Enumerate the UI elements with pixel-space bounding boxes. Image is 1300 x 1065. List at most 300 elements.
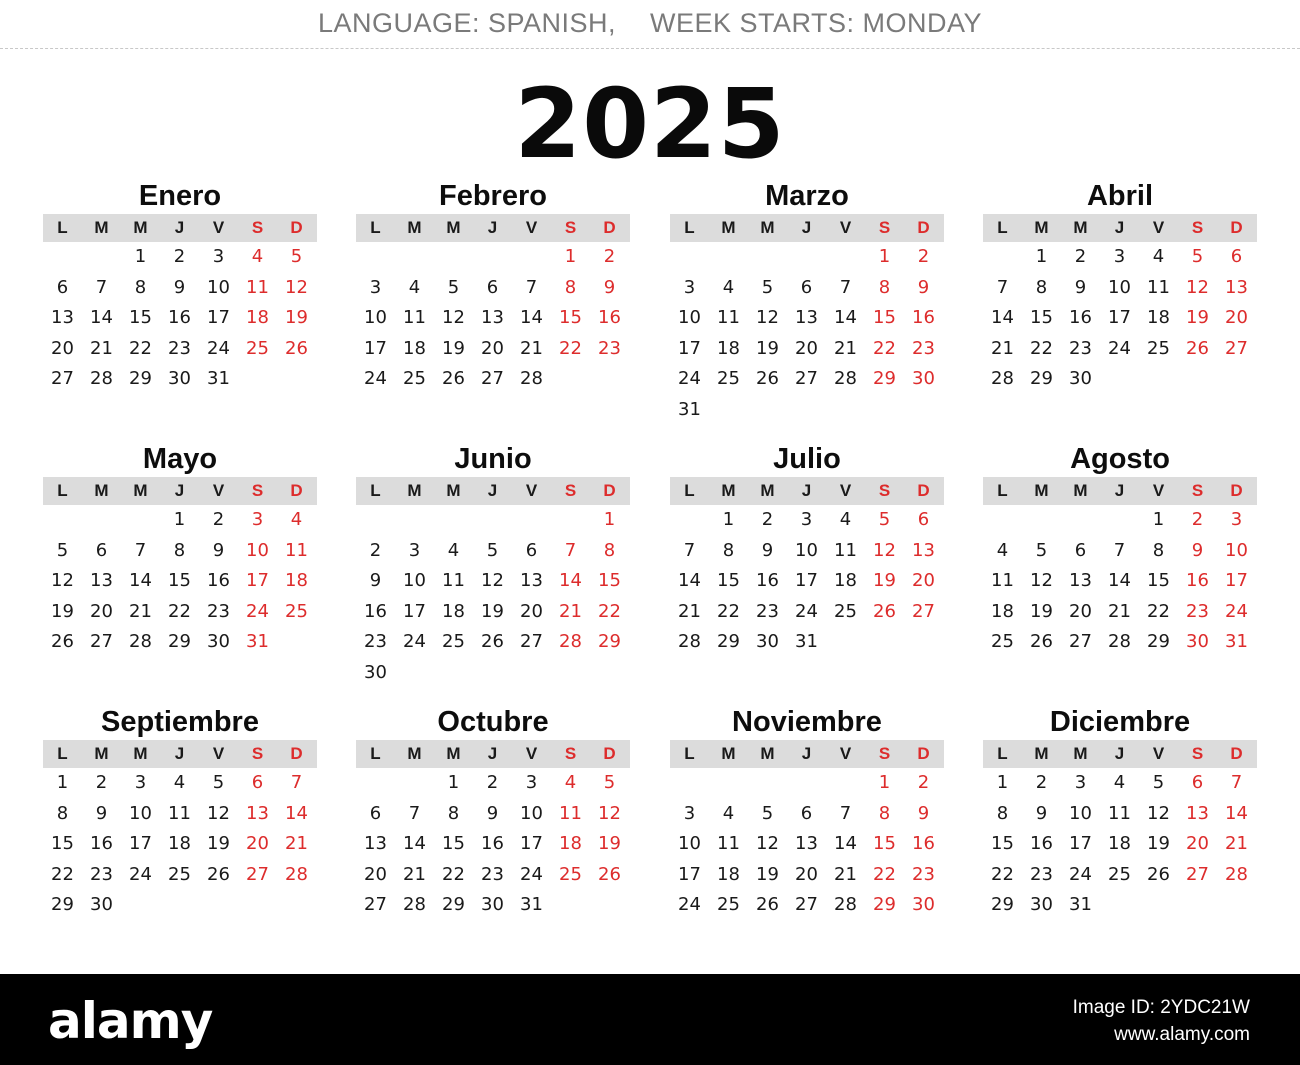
- month-title: Septiembre: [101, 706, 259, 738]
- weekday-label: D: [917, 744, 930, 763]
- day-cell: 12: [756, 833, 779, 854]
- day-cell: 24: [520, 863, 543, 885]
- week-row: [356, 627, 630, 658]
- day-cell: 3: [1074, 772, 1087, 793]
- month-title: Noviembre: [732, 706, 882, 738]
- day-cell: 30: [1030, 894, 1053, 915]
- weekday-label: V: [212, 744, 225, 763]
- day-cell: [590, 658, 629, 689]
- day-cell: 11: [991, 570, 1014, 591]
- day-cell: 25: [991, 631, 1014, 652]
- day-cell: 5: [1152, 772, 1165, 793]
- day-cell: 2: [212, 509, 225, 530]
- week-row: [356, 566, 630, 597]
- day-cell: 10: [207, 276, 230, 298]
- day-cell: 17: [403, 600, 426, 622]
- day-cell: 17: [678, 337, 701, 359]
- day-cell: 22: [168, 600, 191, 622]
- day-cell: 11: [717, 833, 740, 854]
- day-cell: 11: [246, 276, 269, 298]
- day-cell: 25: [246, 337, 269, 359]
- weekday-label: J: [801, 744, 812, 763]
- day-cell: 14: [991, 307, 1014, 328]
- day-cell: 4: [290, 509, 303, 530]
- day-cell: 13: [481, 307, 504, 328]
- day-cell: 16: [207, 570, 230, 591]
- day-cell: 12: [756, 307, 779, 328]
- day-cell: [748, 395, 787, 426]
- week-row: [670, 829, 944, 860]
- day-cell: 20: [364, 863, 387, 885]
- day-cell: 23: [364, 631, 387, 652]
- weekday-label: M: [1073, 744, 1088, 763]
- week-row: [43, 890, 317, 921]
- day-cell: 1: [996, 772, 1009, 793]
- day-cell: 4: [251, 246, 264, 267]
- day-cell: [1100, 364, 1139, 395]
- day-cell: 30: [168, 368, 191, 389]
- day-cell: 29: [598, 631, 621, 652]
- weekday-label: M: [94, 481, 109, 500]
- month-title: Abril: [1086, 180, 1154, 212]
- day-cell: [787, 768, 826, 799]
- weekday-label: L: [997, 744, 1008, 763]
- day-cell: 4: [447, 539, 460, 561]
- day-cell: 9: [369, 570, 382, 591]
- day-cell: 29: [129, 368, 152, 389]
- weekday-label: S: [251, 481, 264, 500]
- day-cell: 19: [481, 600, 504, 622]
- day-cell: 7: [996, 276, 1009, 298]
- day-cell: 19: [51, 600, 74, 622]
- day-cell: [512, 505, 551, 536]
- month-enero: [43, 178, 317, 395]
- day-cell: 28: [991, 368, 1014, 389]
- month-noviembre: [670, 704, 944, 921]
- weekday-label: L: [370, 744, 381, 763]
- watermark-footer: [0, 974, 1300, 1065]
- day-cell: 29: [873, 894, 896, 915]
- weekday-label: S: [1191, 218, 1204, 237]
- day-cell: 9: [603, 276, 616, 298]
- day-cell: 30: [1186, 631, 1209, 652]
- weekday-label: V: [525, 481, 538, 500]
- month-title: Agosto: [1070, 443, 1170, 475]
- week-row: [983, 799, 1257, 830]
- day-cell: 4: [1113, 772, 1126, 793]
- weekday-label: D: [917, 481, 930, 500]
- weekday-label: M: [446, 744, 461, 763]
- weekday-label: S: [251, 744, 264, 763]
- day-cell: 13: [795, 833, 818, 854]
- day-cell: 27: [246, 863, 269, 885]
- month-octubre: [356, 704, 630, 921]
- day-cell: 17: [246, 570, 269, 591]
- day-cell: 12: [285, 276, 308, 298]
- weekday-label: V: [839, 481, 852, 500]
- month-title: Marzo: [765, 180, 849, 212]
- day-cell: 3: [800, 509, 813, 530]
- day-cell: 10: [678, 307, 701, 328]
- weekday-header: [43, 740, 317, 768]
- day-cell: 27: [364, 894, 387, 915]
- weekday-header: [983, 740, 1257, 768]
- day-cell: 17: [207, 307, 230, 328]
- day-cell: 14: [129, 570, 152, 591]
- day-cell: 15: [129, 307, 152, 328]
- weekday-label: M: [760, 744, 775, 763]
- day-cell: [82, 242, 121, 273]
- day-cell: [238, 890, 277, 921]
- weekday-label: V: [1152, 218, 1165, 237]
- day-cell: [983, 505, 1022, 536]
- site-url: www.alamy.com: [1114, 1024, 1250, 1045]
- day-cell: 22: [1147, 600, 1170, 622]
- day-cell: 29: [1147, 631, 1170, 652]
- day-cell: 22: [51, 863, 74, 885]
- day-cell: 21: [90, 337, 113, 359]
- day-cell: 2: [173, 246, 186, 267]
- day-cell: 22: [873, 863, 896, 885]
- day-cell: 16: [912, 307, 935, 328]
- day-cell: 20: [912, 570, 935, 591]
- day-cell: 30: [364, 661, 387, 683]
- day-cell: 18: [285, 570, 308, 591]
- day-cell: 21: [285, 833, 308, 854]
- week-row: [43, 334, 317, 365]
- day-cell: 17: [1108, 307, 1131, 328]
- day-cell: 19: [207, 833, 230, 854]
- weekday-label: L: [370, 218, 381, 237]
- day-cell: 31: [520, 894, 543, 915]
- day-cell: 18: [834, 570, 857, 591]
- weekday-label: J: [801, 218, 812, 237]
- day-cell: 7: [1113, 539, 1126, 561]
- day-cell: 20: [481, 337, 504, 359]
- day-cell: 30: [90, 894, 113, 915]
- day-cell: 9: [486, 802, 499, 824]
- weekday-label: D: [603, 744, 616, 763]
- day-cell: 14: [1108, 570, 1131, 591]
- day-cell: 30: [481, 894, 504, 915]
- week-row: [670, 303, 944, 334]
- week-row: [670, 597, 944, 628]
- day-cell: [1139, 890, 1178, 921]
- day-cell: [1022, 505, 1061, 536]
- day-cell: 27: [90, 631, 113, 652]
- day-cell: 7: [564, 539, 577, 561]
- day-cell: [356, 768, 395, 799]
- weekday-header: [670, 477, 944, 505]
- weekday-label: V: [525, 218, 538, 237]
- day-cell: 12: [442, 307, 465, 328]
- day-cell: 7: [408, 802, 421, 824]
- day-cell: 5: [761, 276, 774, 298]
- day-cell: 11: [834, 539, 857, 561]
- weekday-label: J: [487, 481, 498, 500]
- day-cell: 5: [56, 539, 69, 561]
- week-row: [356, 597, 630, 628]
- day-cell: 12: [1030, 570, 1053, 591]
- day-cell: [1100, 890, 1139, 921]
- day-cell: 27: [51, 368, 74, 389]
- weekday-label: V: [839, 744, 852, 763]
- day-cell: 18: [403, 337, 426, 359]
- weekday-label: M: [446, 218, 461, 237]
- day-cell: 20: [795, 337, 818, 359]
- day-cell: 28: [834, 894, 857, 915]
- weekday-label: D: [917, 218, 930, 237]
- day-cell: 12: [207, 802, 230, 824]
- day-cell: 3: [369, 276, 382, 298]
- day-cell: 17: [520, 833, 543, 854]
- weekday-label: L: [997, 218, 1008, 237]
- weekday-label: M: [407, 218, 422, 237]
- day-cell: 15: [442, 833, 465, 854]
- day-cell: 10: [364, 307, 387, 328]
- day-cell: 26: [598, 863, 621, 885]
- month-agosto: [983, 441, 1257, 658]
- day-cell: 20: [1069, 600, 1092, 622]
- weekday-label: D: [290, 218, 303, 237]
- weekday-label: D: [603, 481, 616, 500]
- week-row: [670, 566, 944, 597]
- day-cell: 26: [481, 631, 504, 652]
- day-cell: 7: [839, 802, 852, 824]
- week-row: [983, 566, 1257, 597]
- image-id: Image ID: 2YDC21W: [1072, 997, 1250, 1018]
- day-cell: 21: [559, 600, 582, 622]
- week-row: [43, 768, 317, 799]
- day-cell: 18: [559, 833, 582, 854]
- day-cell: 27: [1069, 631, 1092, 652]
- week-row: [43, 566, 317, 597]
- week-row: [356, 768, 630, 799]
- week-row: [983, 273, 1257, 304]
- day-cell: 8: [878, 276, 891, 298]
- day-cell: [551, 658, 590, 689]
- day-cell: [356, 505, 395, 536]
- day-cell: 10: [129, 802, 152, 824]
- weekday-label: D: [290, 744, 303, 763]
- day-cell: 10: [1225, 539, 1248, 561]
- day-cell: 25: [285, 600, 308, 622]
- day-cell: 22: [991, 863, 1014, 885]
- day-cell: [1217, 890, 1256, 921]
- day-cell: 11: [717, 307, 740, 328]
- day-cell: 25: [559, 863, 582, 885]
- day-cell: 22: [1030, 337, 1053, 359]
- day-cell: 26: [1147, 863, 1170, 885]
- day-cell: 25: [1147, 337, 1170, 359]
- weekday-header: [43, 214, 317, 242]
- day-cell: 10: [795, 539, 818, 561]
- weekday-label: M: [446, 481, 461, 500]
- week-row: [43, 273, 317, 304]
- day-cell: [1061, 505, 1100, 536]
- day-cell: 9: [1035, 802, 1048, 824]
- week-row: [983, 364, 1257, 395]
- day-cell: 2: [761, 509, 774, 530]
- day-cell: 3: [212, 246, 225, 267]
- weekday-label: S: [878, 218, 891, 237]
- day-cell: 17: [1069, 833, 1092, 854]
- day-cell: 13: [1225, 276, 1248, 298]
- day-cell: 3: [1113, 246, 1126, 267]
- day-cell: 23: [912, 337, 935, 359]
- language-label: LANGUAGE: SPANISH,: [317, 8, 617, 38]
- week-row: [43, 505, 317, 536]
- day-cell: 8: [1035, 276, 1048, 298]
- weekday-label: S: [878, 481, 891, 500]
- weekday-label: S: [878, 744, 891, 763]
- day-cell: 28: [678, 631, 701, 652]
- day-cell: 10: [520, 802, 543, 824]
- day-cell: 3: [134, 772, 147, 793]
- day-cell: 27: [1186, 863, 1209, 885]
- day-cell: 26: [756, 894, 779, 915]
- day-cell: 10: [403, 570, 426, 591]
- day-cell: 16: [1030, 833, 1053, 854]
- day-cell: 22: [129, 337, 152, 359]
- day-cell: 6: [917, 509, 930, 530]
- day-cell: 5: [761, 802, 774, 824]
- weekday-label: M: [1073, 218, 1088, 237]
- weekday-label: D: [1230, 218, 1243, 237]
- day-cell: 18: [1147, 307, 1170, 328]
- day-cell: 1: [56, 772, 69, 793]
- day-cell: 5: [603, 772, 616, 793]
- day-cell: 1: [173, 509, 186, 530]
- day-cell: 24: [1225, 600, 1248, 622]
- day-cell: 9: [761, 539, 774, 561]
- day-cell: [43, 242, 82, 273]
- day-cell: 14: [90, 307, 113, 328]
- day-cell: 26: [756, 368, 779, 389]
- day-cell: 7: [683, 539, 696, 561]
- day-cell: 1: [722, 509, 735, 530]
- weekday-label: L: [370, 481, 381, 500]
- day-cell: 9: [917, 802, 930, 824]
- week-row: [43, 536, 317, 567]
- day-cell: 19: [442, 337, 465, 359]
- day-cell: 20: [51, 337, 74, 359]
- day-cell: 17: [364, 337, 387, 359]
- day-cell: [748, 242, 787, 273]
- weekday-label: L: [57, 481, 68, 500]
- day-cell: 21: [678, 600, 701, 622]
- day-cell: 11: [285, 539, 308, 561]
- weekday-label: J: [174, 481, 185, 500]
- weekday-header: [670, 214, 944, 242]
- day-cell: 7: [1230, 772, 1243, 793]
- day-cell: 8: [878, 802, 891, 824]
- day-cell: 1: [603, 509, 616, 530]
- weekday-header: [356, 477, 630, 505]
- day-cell: 6: [1191, 772, 1204, 793]
- week-row: [356, 505, 630, 536]
- day-cell: 15: [51, 833, 74, 854]
- week-row: [43, 303, 317, 334]
- day-cell: 13: [520, 570, 543, 591]
- day-cell: 8: [564, 276, 577, 298]
- day-cell: 23: [1186, 600, 1209, 622]
- day-cell: 17: [795, 570, 818, 591]
- day-cell: 29: [717, 631, 740, 652]
- day-cell: 2: [1035, 772, 1048, 793]
- day-cell: 24: [207, 337, 230, 359]
- day-cell: 19: [1030, 600, 1053, 622]
- weekday-label: M: [721, 744, 736, 763]
- week-row: [670, 536, 944, 567]
- day-cell: 22: [717, 600, 740, 622]
- day-cell: 7: [839, 276, 852, 298]
- day-cell: 3: [408, 539, 421, 561]
- day-cell: 9: [1191, 539, 1204, 561]
- day-cell: 18: [168, 833, 191, 854]
- day-cell: 13: [364, 833, 387, 854]
- week-row: [356, 364, 630, 395]
- day-cell: 20: [246, 833, 269, 854]
- day-cell: [826, 627, 865, 658]
- day-cell: [238, 364, 277, 395]
- day-cell: 26: [873, 600, 896, 622]
- day-cell: 14: [834, 833, 857, 854]
- week-row: [670, 768, 944, 799]
- day-cell: 22: [442, 863, 465, 885]
- day-cell: 1: [1035, 246, 1048, 267]
- weekday-label: V: [1152, 744, 1165, 763]
- month-julio: [670, 441, 944, 658]
- day-cell: 2: [603, 246, 616, 267]
- day-cell: 18: [1108, 833, 1131, 854]
- month-marzo: [670, 178, 944, 425]
- weekday-label: V: [839, 218, 852, 237]
- day-cell: 19: [598, 833, 621, 854]
- week-row: [983, 597, 1257, 628]
- week-row: [356, 242, 630, 273]
- day-cell: 11: [1108, 802, 1131, 824]
- week-row: [983, 303, 1257, 334]
- week-row: [43, 597, 317, 628]
- day-cell: [787, 395, 826, 426]
- weekday-header: [43, 477, 317, 505]
- day-cell: 24: [1069, 863, 1092, 885]
- day-cell: 4: [564, 772, 577, 793]
- day-cell: 24: [129, 863, 152, 885]
- day-cell: 8: [56, 802, 69, 824]
- weekday-label: J: [487, 744, 498, 763]
- week-row: [356, 860, 630, 891]
- week-row: [983, 536, 1257, 567]
- day-cell: 15: [598, 570, 621, 591]
- day-cell: 1: [878, 772, 891, 793]
- week-row: [356, 829, 630, 860]
- day-cell: [670, 505, 709, 536]
- week-row: [983, 768, 1257, 799]
- day-cell: 16: [1186, 570, 1209, 591]
- day-cell: 3: [1230, 509, 1243, 530]
- day-cell: [983, 242, 1022, 273]
- weekday-label: M: [94, 218, 109, 237]
- day-cell: 6: [369, 802, 382, 824]
- day-cell: 4: [1152, 246, 1165, 267]
- month-mayo: [43, 441, 317, 658]
- day-cell: 28: [1225, 863, 1248, 885]
- day-cell: 29: [1030, 368, 1053, 389]
- day-cell: 25: [442, 631, 465, 652]
- day-cell: 12: [873, 539, 896, 561]
